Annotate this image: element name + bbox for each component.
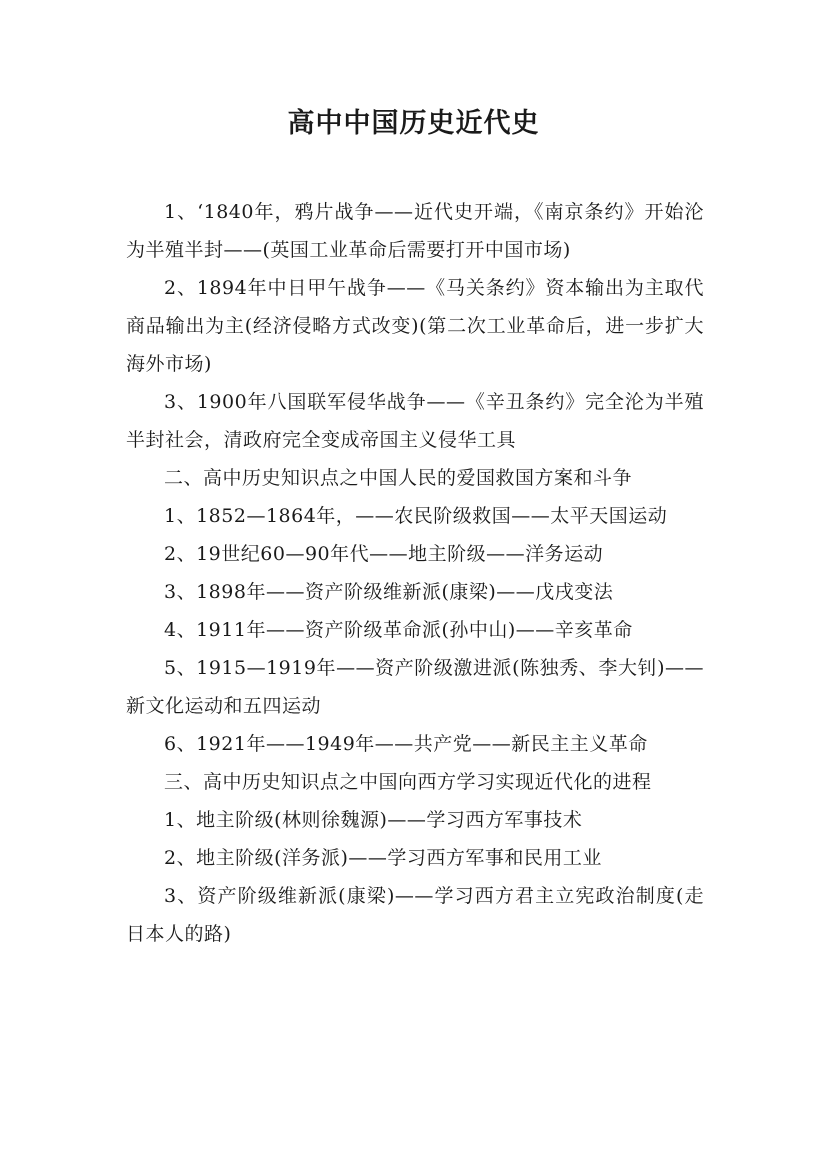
paragraph-sino-japanese-war: 2、1894年中日甲午战争——《马关条约》资本输出为主取代商品输出为主(经济侵略方式改变)(第二次工业革命后，进一步扩大海外市场) [126, 277, 704, 375]
paragraph-military-technology: 1、地主阶级(林则徐魏源)——学习西方军事技术 [164, 809, 583, 831]
paragraph-opium-war: 1、‘1840年，鸦片战争——近代史开端，《南京条约》开始沦为半殖半封——(英国工业革命后需要打开中国市场) [126, 201, 704, 261]
paragraph-eight-nation-alliance: 3、1900年八国联军侵华战争——《辛丑条约》完全沦为半殖半封社会，清政府完全变成帝国主义侵华工具 [126, 391, 704, 451]
document-body [126, 193, 704, 953]
paragraph-taiping: 1、1852—1864年，——农民阶级救国——太平天国运动 [164, 505, 668, 527]
paragraph-new-culture-movement: 5、1915—1919年——资产阶级激进派(陈独秀、李大钊)——新文化运动和五四运动 [126, 657, 704, 717]
paragraph-new-democratic-revolution: 6、1921年——1949年——共产党——新民主主义革命 [164, 733, 648, 755]
paragraph-hundred-days-reform: 3、1898年——资产阶级维新派(康梁)——戊戌变法 [164, 581, 614, 603]
paragraph-xinhai-revolution: 4、1911年——资产阶级革命派(孙中山)——辛亥革命 [164, 619, 633, 641]
section-heading-learning-from-west: 三、高中历史知识点之中国向西方学习实现近代化的进程 [164, 771, 652, 793]
paragraph-constitutional-monarchy: 3、资产阶级维新派(康梁)——学习西方君主立宪政治制度(走日本人的路) [126, 885, 704, 945]
document-title: 高中中国历史近代史 [287, 108, 540, 139]
section-heading-patriotic-struggle: 二、高中历史知识点之中国人民的爱国救国方案和斗争 [164, 467, 633, 489]
paragraph-self-strengthening: 2、19世纪60—90年代——地主阶级——洋务运动 [164, 543, 604, 565]
paragraph-military-civil-industry: 2、地主阶级(洋务派)——学习西方军事和民用工业 [164, 847, 602, 869]
